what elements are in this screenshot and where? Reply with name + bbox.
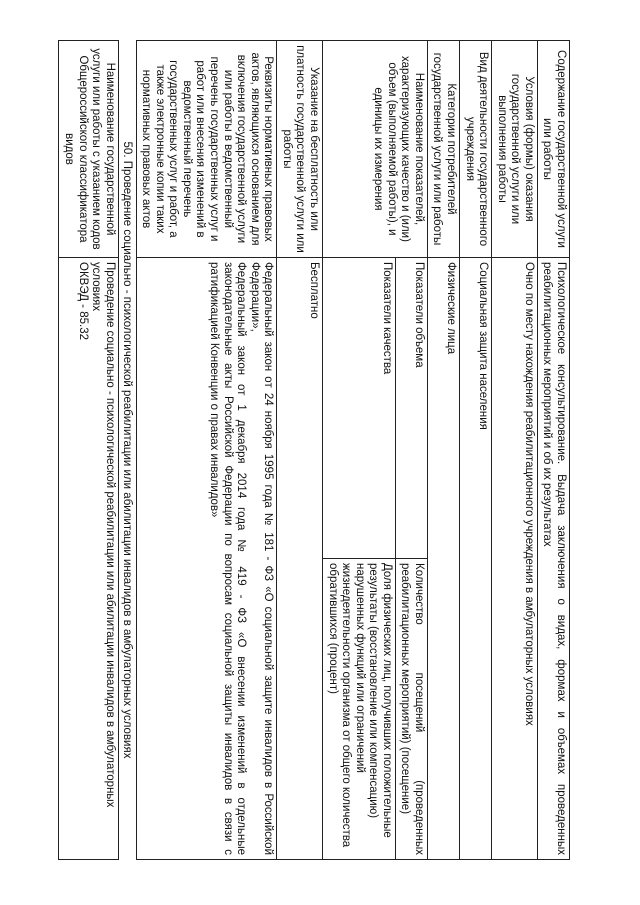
table-row — [492, 41, 538, 860]
quality-label: Показатели качества — [323, 258, 396, 559]
table-row — [277, 41, 323, 860]
volume-value: Количество посещений (проведенных реабилитационных мероприятий) (посещение) — [395, 559, 427, 860]
volume-label: Показатели объема — [395, 258, 427, 559]
quality-value: Доля физических лиц, получивших положительные результаты (восстановление или компенсацию) нарушенных функций или ограничений жизнедеятельности организма от общего количества обратившихся (процент) — [323, 559, 396, 860]
table-row — [537, 41, 569, 860]
table-row — [59, 41, 118, 860]
row-label: Наименование государственной услуги или работы с указанием кодов Общероссийского классификатора видов — [59, 41, 118, 258]
row-label: Категории потребителей государственной услуги или работы — [427, 41, 459, 258]
service-name: Проведение социально - психологической реабилитации или абилитации инвалидов в амбулаторных условиях — [90, 262, 116, 808]
row-value: Психологическое консультирование. Выдача заключения о видах, формах и объемах проведенных реабилитационных мероприятий и об их результатах — [537, 258, 569, 860]
paid-label: Указание на бесплатность или платность государственной услуги или работы — [277, 41, 323, 258]
paid-value: Бесплатно — [277, 258, 323, 860]
okved-code: ОКВЭД - 85.32 — [76, 262, 89, 340]
row-value: Социальная защита населения — [460, 258, 492, 860]
rotated-content — [63, 40, 570, 860]
table-row — [395, 41, 427, 860]
row-label: Вид деятельности государственного учреждения — [460, 41, 492, 258]
row-value: Физические лица — [427, 258, 459, 860]
section-title: 50. Проведение социально - психологической реабилитации или абилитации инвалидов в амбулаторных условиях — [120, 141, 133, 759]
indicators-label: Наименование показателей, характеризующих качество и (или) объем (выполняемой работы), и единицы их измерения — [323, 41, 428, 258]
legal-act-1: Федеральный закон от 24 ноября 1995 года № 181 - ФЗ «О социальной защите инвалидов в Российской Федерации», — [248, 262, 275, 855]
legal-act-2: Федеральный закон от 1 декабря 2014 года № 419 - ФЗ «О внесении изменений в отдельные законодательные акты Российской Федерации по вопросам социальной защиты инвалидов в связи с ратификацией Конвенции о правах инвалидов» — [208, 262, 248, 855]
service-table-2 — [58, 40, 118, 860]
service-table — [136, 40, 570, 860]
table-row — [427, 41, 459, 860]
row-label: Условия (формы) оказания государственной услуги или выполнения работы — [492, 41, 538, 258]
row-value: Очно по месту нахождения реабилитационного учреждения в амбулаторных условиях — [492, 258, 538, 860]
legal-value — [136, 258, 277, 860]
row-value — [59, 258, 118, 860]
row-label: Содержание государственной услуги или работы — [537, 41, 569, 258]
table-row — [460, 41, 492, 860]
table-row — [136, 41, 277, 860]
legal-label: Реквизиты нормативных правовых актов, являющихся основанием для включения государственной услуги или работы в ведомственный перечень государственных услуг и работ или внесения изменений в ведомственный перечень государственных услуг и работ, а также электронные копии таких нормативных правовых актов — [136, 41, 277, 258]
